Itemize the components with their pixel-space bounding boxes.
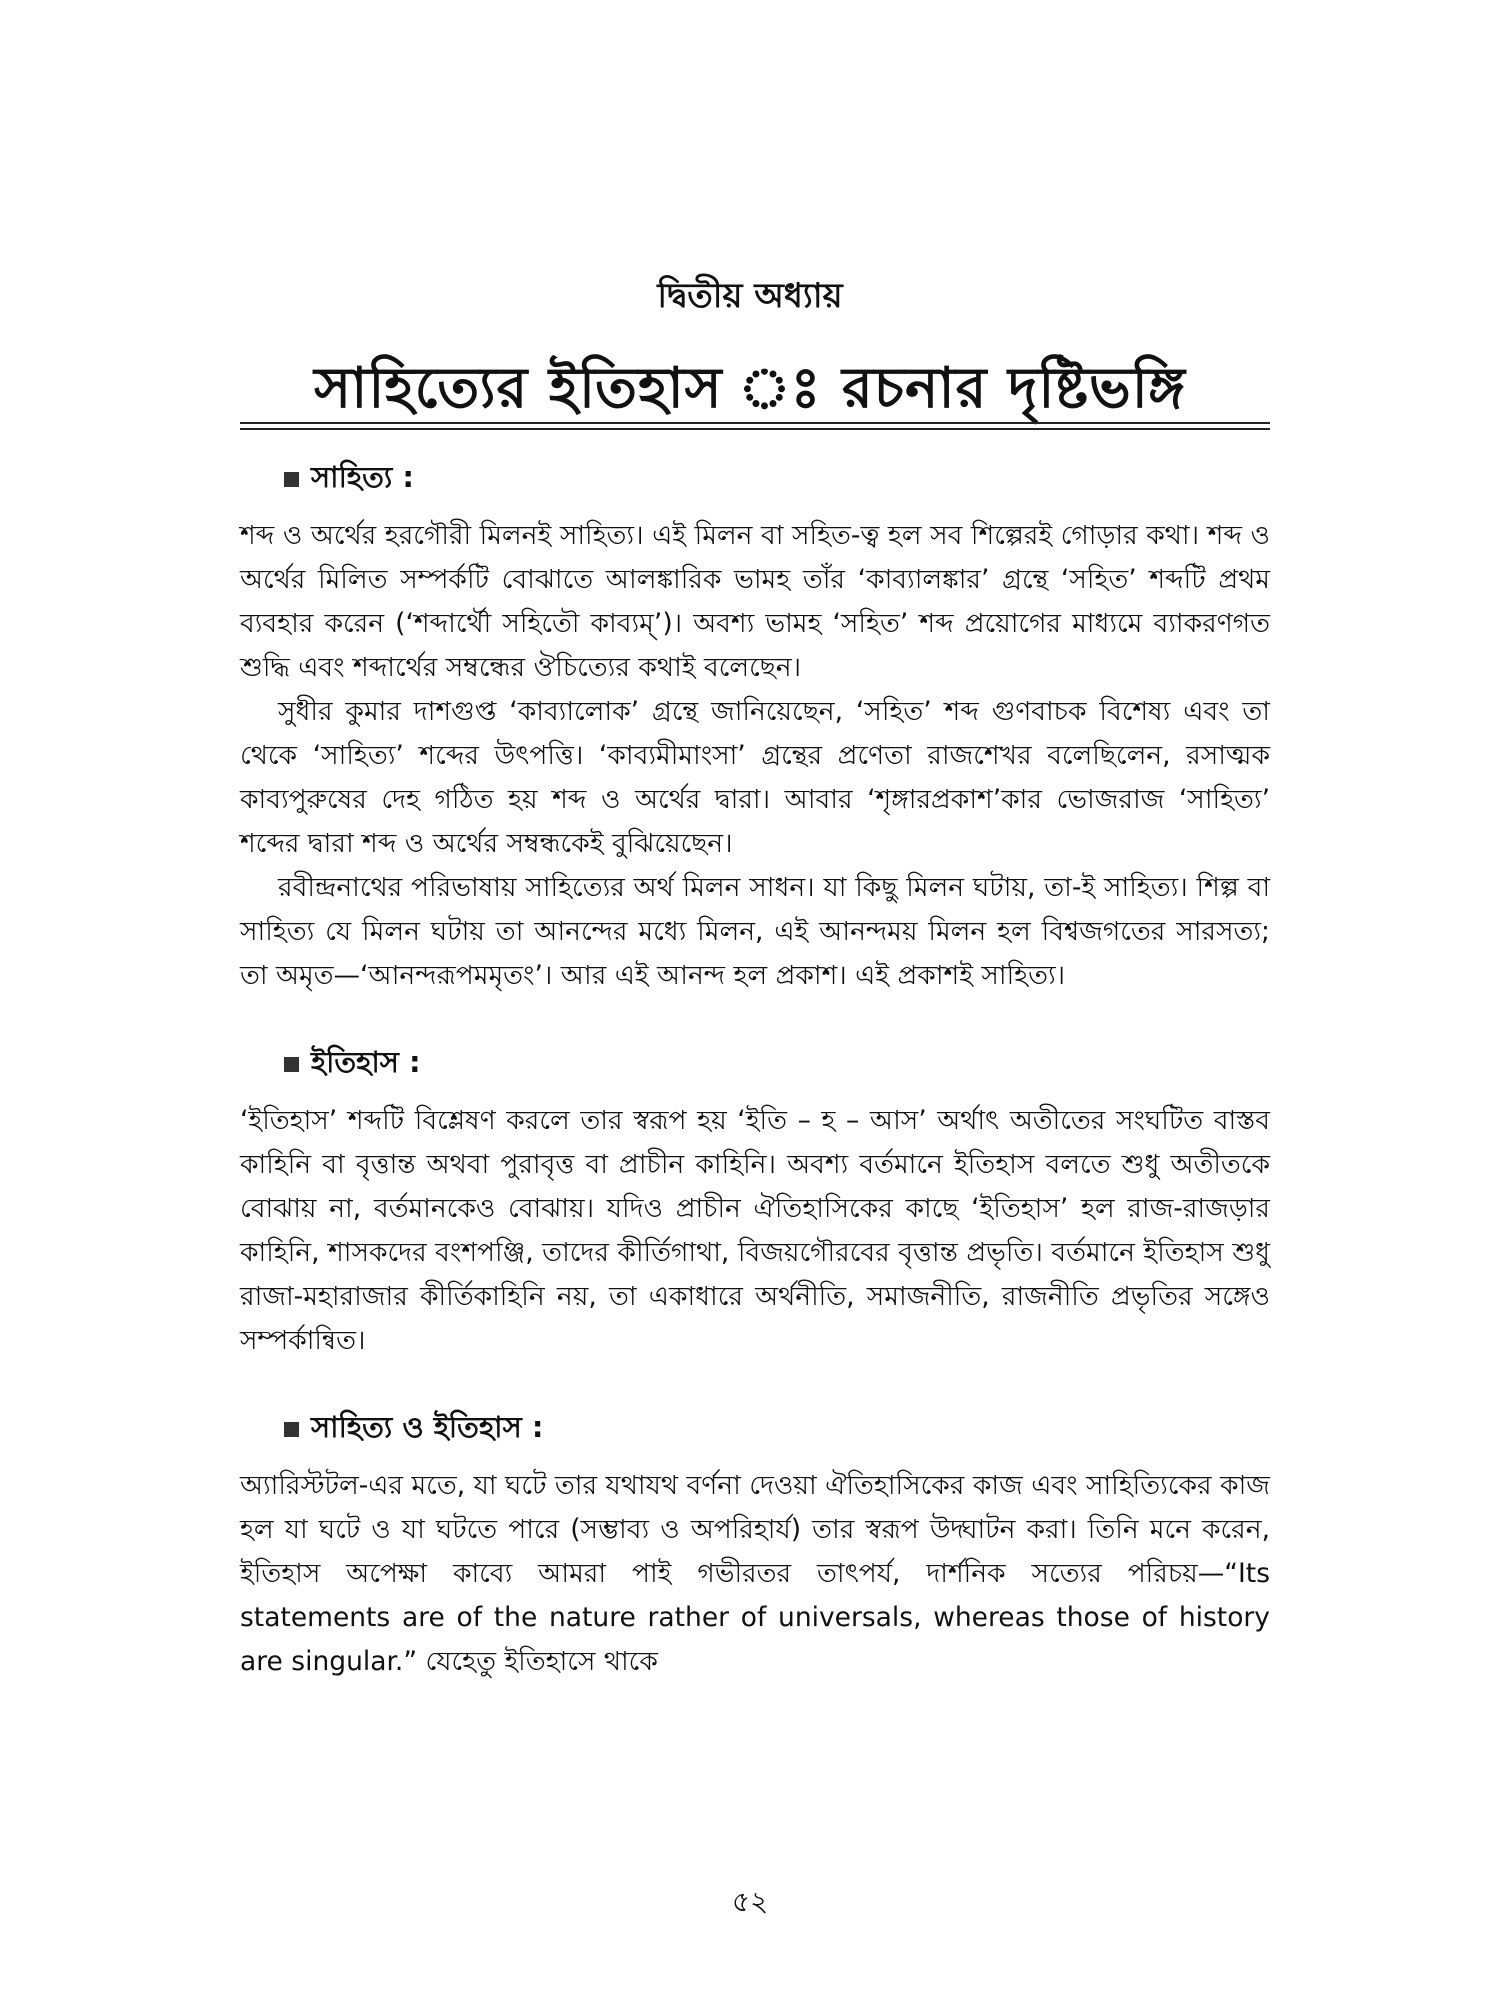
square-bullet-icon — [284, 1422, 299, 1437]
section-heading-text: সাহিত্য : — [311, 460, 414, 494]
section-heading — [284, 455, 1270, 504]
section-heading — [284, 1040, 1270, 1089]
square-bullet-icon — [284, 1057, 299, 1072]
chapter-label: দ্বিতীয় অধ্যায় — [657, 276, 843, 316]
section-heading-text: ইতিহাস : — [311, 1045, 421, 1079]
section-sahitya-o-itihas — [240, 1405, 1270, 1684]
paragraph: ‘ইতিহাস’ শব্দটি বিশ্লেষণ করলে তার স্বরূপ হয় ‘ইতি – হ – আস’ অর্থাৎ অতীতের সংঘটিত বাস্তব কাহিনি বা বৃত্তান্ত অথবা পুরাবৃত্ত বা প্রাচীন কাহিনি। অবশ্য বর্তমানে ইতিহাস বলতে শুধু অতীতকে বোঝায় না, বর্তমানকেও বোঝায়। যদিও প্রাচীন ঐতিহাসিকের কাছে ‘ইতিহাস’ হল রাজ-রাজড়ার কাহিনি, শাসকদের বংশপঞ্জি, তাদের কীর্তিগাথা, বিজয়গৌরবের বৃত্তান্ত প্রভৃতি। বর্তমানে ইতিহাস শুধু রাজা-মহারাজার কীর্তিকাহিনি নয়, তা একাধারে অর্থনীতি, সমাজনীতি, রাজনীতি প্রভৃতির সঙ্গেও সম্পর্কান্বিত। — [240, 1105, 1270, 1356]
paragraph: রবীন্দ্রনাথের পরিভাষায় সাহিত্যের অর্থ মিলন সাধন। যা কিছু মিলন ঘটায়, তা-ই সাহিত্য। শিল্প বা সাহিত্য যে মিলন ঘটায় তা আনন্দের মধ্যে মিলন, এই আনন্দময় মিলন হল বিশ্বজগতের সারসত্য; তা অমৃত—‘আনন্দরূপমমৃতং’। আর এই আনন্দ হল প্রকাশ। এই প্রকাশই সাহিত্য। — [240, 872, 1270, 991]
paragraph: শব্দ ও অর্থের হরগৌরী মিলনই সাহিত্য। এই মিলন বা সহিত-ত্ব হল সব শিল্পেরই গোড়ার কথা। শব্দ ও অর্থের মিলিত সম্পর্কটি বোঝাতে আলঙ্কারিক ভামহ তাঁর ‘কাব্যালঙ্কার’ গ্রন্থে ‘সহিত’ শব্দটি প্রথম ব্যবহার করেন (‘শব্দার্থৌ সহিতৌ কাব্যম্’)। অবশ্য ভামহ ‘সহিত’ শব্দ প্রয়োগের মাধ্যমে ব্যাকরণগত শুদ্ধি এবং শব্দার্থের সম্বন্ধের ঔচিত্যের কথাই বলেছেন। — [240, 520, 1270, 683]
paragraph: অ্যারিস্টটল-এর মতে, যা ঘটে তার যথাযথ বর্ণনা দেওয়া ঐতিহাসিকের কাজ এবং সাহিত্যিকের কাজ হল যা ঘটে ও যা ঘটতে পারে (সম্ভাব্য ও অপরিহার্য) তার স্বরূপ উদ্ঘাটন করা। তিনি মনে করেন, ইতিহাস অপেক্ষা কাব্যে আমরা পাই গভীরতর তাৎপর্য, দার্শনিক সত্যের পরিচয়—“Its statements are of the nature rather of universals, whereas those of history are singular.” যেহেতু ইতিহাসে থাকে — [240, 1470, 1270, 1677]
section-heading-text: সাহিত্য ও ইতিহাস : — [311, 1410, 544, 1444]
body-content — [240, 455, 1270, 1726]
section-itihas — [240, 1040, 1270, 1363]
square-bullet-icon — [284, 472, 299, 487]
section-sahitya — [240, 455, 1270, 998]
title-divider — [240, 422, 1270, 430]
paragraph: সুধীর কুমার দাশগুপ্ত ‘কাব্যালোক’ গ্রন্থে জানিয়েছেন, ‘সহিত’ শব্দ গুণবাচক বিশেষ্য এবং তা থেকে ‘সাহিত্য’ শব্দের উৎপত্তি। ‘কাব্যমীমাংসা’ গ্রন্থের প্রণেতা রাজশেখর বলেছিলেন, রসাত্মক কাব্যপুরুষের দেহ গঠিত হয় শব্দ ও অর্থের দ্বারা। আবার ‘শৃঙ্গারপ্রকাশ’কার ভোজরাজ ‘সাহিত্য’ শব্দের দ্বারা শব্দ ও অর্থের সম্বন্ধকেই বুঝিয়েছেন। — [240, 696, 1270, 859]
page-number: ৫২ — [731, 1885, 769, 1918]
page-title: সাহিত্যের ইতিহাস ঃ রচনার দৃষ্টিভঙ্গি — [314, 356, 1186, 421]
section-heading — [284, 1405, 1270, 1454]
